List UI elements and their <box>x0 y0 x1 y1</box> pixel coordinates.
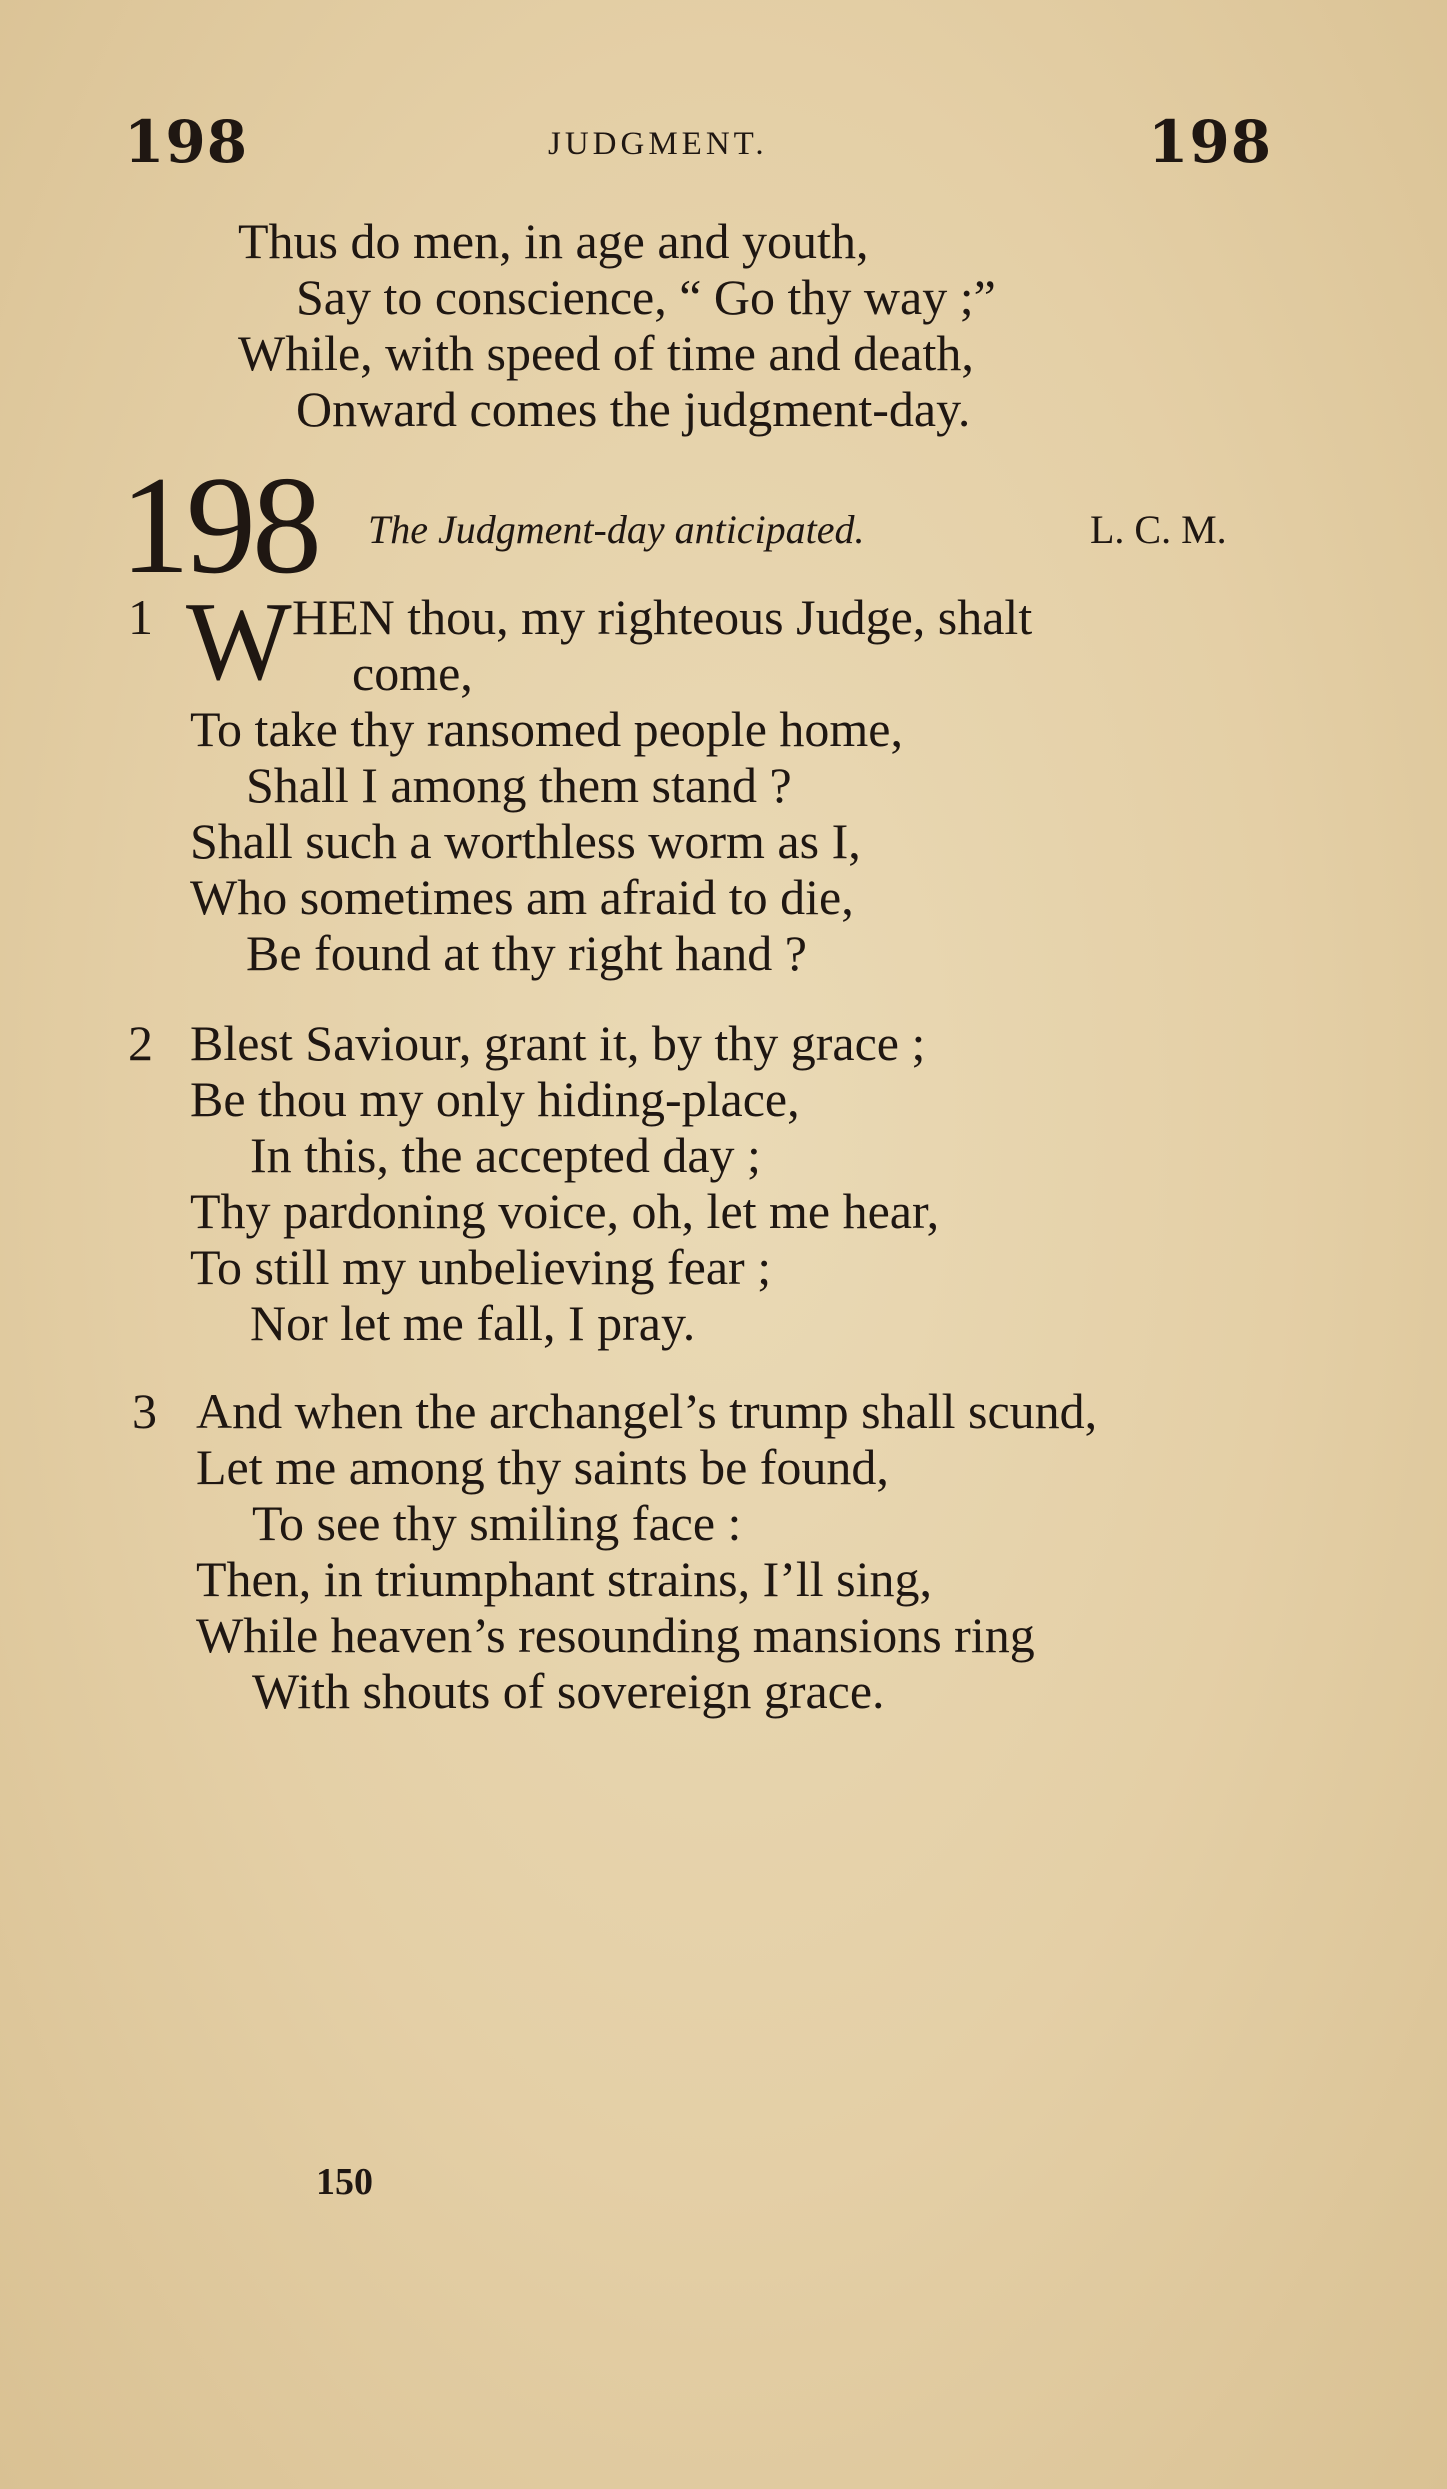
prev-stanza-line: Thus do men, in age and youth, <box>238 213 869 269</box>
verse-line: And when the archangel’s trump shall scund, <box>196 1383 1098 1439</box>
verse-line: Who sometimes am afraid to die, <box>190 869 854 925</box>
verse-number: 3 <box>132 1383 157 1439</box>
verse-number: 1 <box>128 589 153 645</box>
verse-line: Shall such a worthless worm as I, <box>190 813 861 869</box>
prev-stanza-line: While, with speed of time and death, <box>238 325 974 381</box>
verse-line: Nor let me fall, I pray. <box>250 1295 696 1351</box>
verse-line: To take thy ransomed people home, <box>190 701 903 757</box>
hymn-number: 198 <box>120 448 318 603</box>
page-number: 150 <box>316 2161 373 2203</box>
header-left-number: 198 <box>124 108 249 176</box>
hymn-title: The Judgment-day anticipated. <box>368 507 865 552</box>
running-title: JUDGMENT. <box>548 126 768 162</box>
prev-stanza-line: Say to conscience, “ Go thy way ;” <box>296 269 996 325</box>
header-right-number: 198 <box>1148 108 1273 176</box>
verse-line: Be found at thy right hand ? <box>246 925 807 981</box>
drop-cap: W <box>186 580 292 704</box>
verse-line: With shouts of sovereign grace. <box>252 1663 885 1719</box>
verse-line: Be thou my only hiding-place, <box>190 1071 800 1127</box>
verse-line: To see thy smiling face : <box>252 1495 742 1551</box>
verse-line: Then, in triumphant strains, I’ll sing, <box>196 1551 933 1607</box>
verse-line: Thy pardoning voice, oh, let me hear, <box>190 1183 940 1239</box>
prev-stanza-line: Onward comes the judgment-day. <box>296 381 971 437</box>
verse-line: To still my unbelieving fear ; <box>190 1239 772 1295</box>
verse-line: come, <box>352 645 473 701</box>
verse-number: 2 <box>128 1015 153 1071</box>
verse-line: While heaven’s resounding mansions ring <box>196 1607 1035 1663</box>
verse-line: Blest Saviour, grant it, by thy grace ; <box>190 1015 926 1071</box>
verse-line: In this, the accepted day ; <box>250 1127 761 1183</box>
verse-line: Shall I among them stand ? <box>246 757 792 813</box>
verse-line: Let me among thy saints be found, <box>196 1439 889 1495</box>
verse-line: HEN thou, my righteous Judge, shalt <box>292 589 1033 645</box>
hymn-meter: L. C. M. <box>1090 507 1227 552</box>
